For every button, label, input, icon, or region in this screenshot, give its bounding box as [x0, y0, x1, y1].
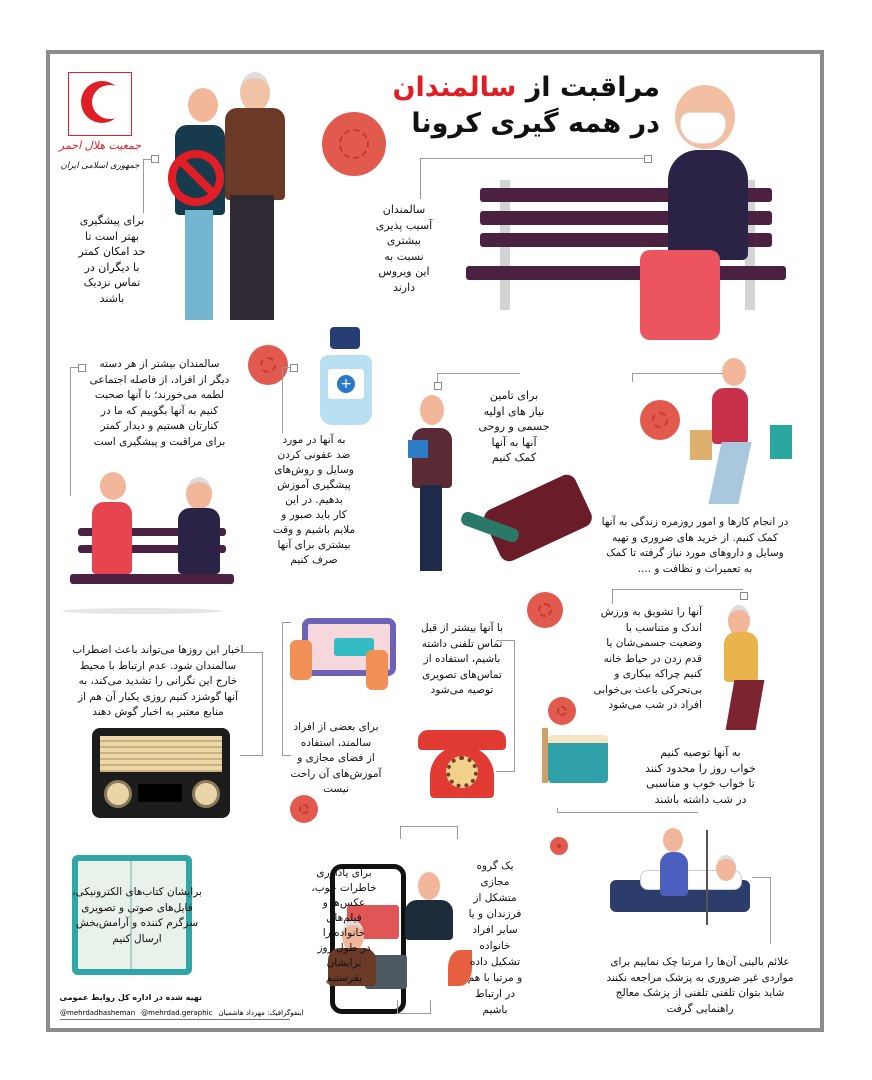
elderly-head: [186, 477, 212, 510]
patient-head: [716, 855, 736, 881]
connector: [70, 367, 81, 496]
tip-memories: برای یادآوری خاطرات خوب، عکس‌ها و فیلم‌های خانواده را در طول روز برایشان بفرستیم: [311, 867, 377, 984]
logo-subtitle: جمهوری اسلامی ایران: [60, 161, 140, 171]
designer-credit: اینفوگرافیک: مهرداد هاشمیان: [218, 1009, 304, 1017]
radio-icon: [92, 728, 230, 818]
bench-seat: [70, 574, 234, 584]
tip-sleep: به آنها توصیه کنیم خواب روز را محدود کنند تا خواب خوب و مناسبی در شب داشته باشند: [645, 746, 756, 806]
virus-icon: [640, 400, 680, 440]
connector-node: [434, 382, 442, 390]
connector: [557, 808, 698, 813]
tip-group: یک گروه مجازی متشکل از فرزندان و یا سایر افراد خانواده تشکیل داده و مرتبا با هم در ارتباط باشیم: [467, 860, 523, 1016]
connector-node: [740, 592, 748, 600]
telephone-icon: [418, 730, 506, 800]
connector: [240, 652, 263, 756]
tip-social: سالمندان بیشتر از هر دسته دیگر از افراد، از فاصله اجتماعی لطمه می‌خورند؛ با آنها صحبت کنیم به آنها بگوییم که ما در کنارتان هستیم و دیدار کمتر برای مراقبت و پیشگیری است: [89, 358, 230, 448]
shadow: [62, 608, 222, 614]
bench-seat: [466, 266, 786, 280]
hand-icon: [290, 640, 312, 680]
young-man-legs: [185, 210, 213, 320]
virus-icon: [550, 837, 568, 855]
tip-books: برایشان کتاب‌های الکترونیکی، فایل‌های صوتی و تصویری سرگرم کننده و آرامش‌بخش ارسال کنیم: [72, 886, 202, 945]
book-icon: [408, 440, 428, 458]
virus-icon: [290, 795, 318, 823]
young-man-head: [418, 872, 440, 900]
title-highlight: سالمندان: [392, 72, 517, 103]
prohibited-icon: [168, 150, 224, 206]
virus-icon: [527, 592, 563, 628]
shopping-bag-icon: [770, 425, 792, 459]
caregiver-head: [420, 395, 444, 425]
nurse-body: [660, 852, 688, 896]
bed-post: [542, 728, 548, 783]
caregiver-body: [412, 428, 452, 488]
connector-node: [290, 364, 298, 372]
nurse-head: [663, 828, 683, 852]
person-head: [100, 472, 126, 500]
hand-sanitizer-icon: +: [320, 355, 372, 425]
elderly-body: [668, 150, 748, 260]
tip-needs: برای تامین نیاز های اولیه جسمی و روحی آنها به آنها کمک کنیم: [478, 389, 550, 464]
connector: [143, 159, 152, 213]
logo-name: جمعیت هلال احمر: [58, 139, 142, 152]
old-man-head: [240, 72, 270, 112]
telegram-handle[interactable]: @mehrdadhasheman: [60, 1009, 136, 1017]
tip-news: اخبار این روزها می‌تواند باعث اضطراب سالمندان شود. عدم ارتباط با محیط خارج این نگرانی را تشدید می‌کند، به آنها گوشزد کنیم روزی یکبار آن هم از منابع معتبر به اخبار گوش دهند: [72, 644, 244, 718]
tip-vulnerable: سالمندان آسیب پذیری بیشتری نسبت به این ویروس دارند: [375, 203, 433, 294]
shopping-bag-icon: [690, 430, 712, 460]
title-prefix: مراقبت از: [516, 72, 660, 103]
tip-daily: در انجام کارها و امور روزمره زندگی به آنها کمک کنیم. از خرید های ضروری و تهیه وسایل و داروهای مورد نیاز گرفته تا کمک به تعمیرات و نظافت و ....: [601, 516, 789, 575]
crescent-icon: [81, 81, 123, 123]
shopper-head: [722, 358, 746, 386]
tip-symptoms: علائم بالینی آن‌ها را مرتبا چک نماییم برای مواردی غیر ضروری به پزشک مراجعه نکنند شاید بتوان تلفنی تلفنی از پزشک معالج راهنمایی گرفت: [606, 956, 794, 1015]
tip-exercise: آنها را تشویق به ورزش اندک و متناسب با وضعیت جسمی‌شان یا قدم زدن در حیاط خانه کنیم چراکه بیکاری و بی‌تحرکی باعث بی‌خوابی افراد در شب می‌شود: [593, 606, 702, 711]
iv-stand-icon: [706, 830, 708, 925]
title-line2: در همه گیری کرونا: [411, 108, 660, 139]
instagram-handle[interactable]: @mehrdad.geraphic: [141, 1009, 213, 1017]
tip-disinfect: به آنها در مورد ضد عفونی کردن وسایل و روش‌های پیشگیری آموزش بدهیم. در این کار باید صبور و ملایم باشیم و وقت بیشتری برای آنها صرف کنیم: [272, 434, 356, 566]
elderly-body: [178, 508, 220, 574]
tip-phone: با آنها بیشتر از قبل تماس تلفنی داشته باشیم، استفاده از تماس‌های تصویری توصیه می‌شود: [421, 622, 503, 696]
connector: [400, 826, 458, 839]
connector: [282, 367, 293, 433]
person-body: [92, 502, 132, 574]
connector: [752, 877, 771, 944]
credits-bar: [60, 1007, 304, 1020]
virus-icon: [322, 112, 386, 176]
virus-icon: [548, 697, 576, 725]
tip-distance: برای پیشگیری بهتر است تا حد امکان کمتر با دیگران در تماس نزدیک باشند: [78, 214, 146, 305]
old-man-legs: [230, 195, 274, 320]
hand-icon: [366, 650, 388, 690]
red-crescent-logo: [68, 72, 132, 136]
bed-icon: [548, 735, 608, 783]
caregiver-legs: [420, 485, 442, 571]
young-man-head: [188, 88, 218, 122]
connector: [420, 158, 647, 199]
connector: [437, 373, 520, 384]
page-title: [370, 70, 660, 142]
connector: [612, 589, 743, 604]
prepared-by: تهیه شده در اداره کل روابط عمومی: [59, 993, 202, 1002]
shopper-body: [712, 388, 748, 444]
old-man-body: [225, 108, 285, 200]
tip-virtual: برای بعضی از افراد سالمند، استفاده از فضای مجازی و آموزش‌های آن راحت نیست: [290, 721, 382, 795]
walking-elderly-body: [724, 632, 758, 682]
connector-node: [151, 155, 159, 163]
connector: [632, 373, 723, 382]
connector: [397, 1000, 431, 1014]
connector-node: [644, 155, 652, 163]
young-man-body: [405, 900, 453, 940]
elderly-legs: [640, 250, 720, 340]
